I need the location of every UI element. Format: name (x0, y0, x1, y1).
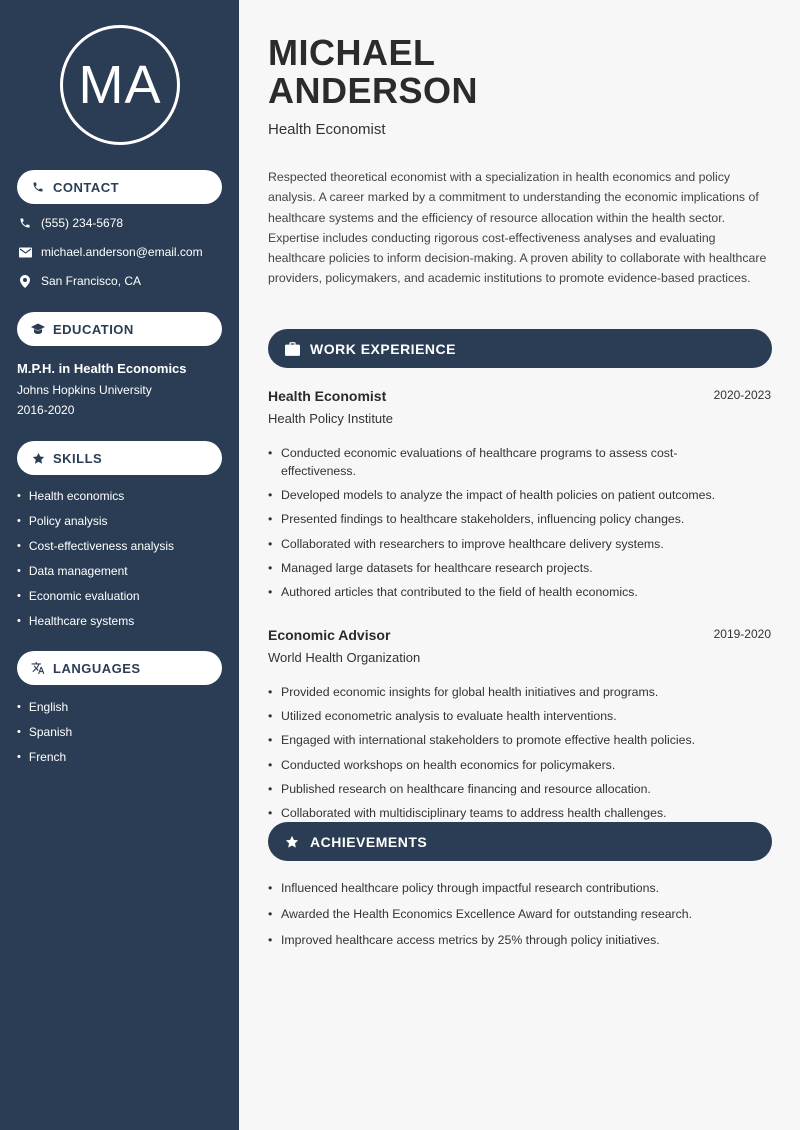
list-item: • Improved healthcare access metrics by 25% through policy initiatives. (268, 931, 772, 949)
list-item: • Provided economic insights for global health initiatives and programs. (268, 683, 772, 701)
list-item: • Healthcare systems (17, 608, 174, 633)
list-item: • Conducted economic evaluations of healthcare programs to assess cost-effectiveness. (268, 444, 718, 480)
list-item: • Awarded the Health Economics Excellence Award for outstanding research. (268, 905, 772, 923)
graduation-cap-icon (31, 322, 45, 336)
languages-list (17, 694, 72, 769)
list-item: • French (17, 744, 72, 769)
monogram-avatar: MA (60, 25, 180, 145)
education-heading (17, 312, 222, 346)
translate-icon (31, 661, 45, 675)
skills-heading-label: SKILLS (53, 450, 103, 466)
contact-phone (17, 216, 123, 230)
list-item: • Cost-effectiveness analysis (17, 533, 174, 558)
list-item: • Published research on healthcare financing and resource allocation. (268, 780, 772, 798)
phone-icon (17, 217, 33, 229)
list-item: • Engaged with international stakeholders to promote effective health policies. (268, 731, 772, 749)
map-pin-icon (17, 275, 33, 288)
achievements-heading-label: ACHIEVEMENTS (310, 833, 428, 850)
job-2-dates: 2019-2020 (713, 627, 771, 641)
education-heading-label: EDUCATION (53, 321, 134, 337)
job-2-bullets (268, 683, 772, 828)
list-item: • Influenced healthcare policy through impactful research contributions. (268, 879, 772, 897)
list-item: • Collaborated with researchers to improve healthcare delivery systems. (268, 535, 718, 553)
contact-heading (17, 170, 222, 204)
list-item: • Conducted workshops on health economics for policymakers. (268, 756, 772, 774)
name-last: ANDERSON (268, 70, 479, 111)
list-item: • English (17, 694, 72, 719)
job-1-dates: 2020-2023 (713, 388, 771, 402)
contact-location (17, 274, 141, 288)
list-item: • Developed models to analyze the impact of health policies on patient outcomes. (268, 486, 718, 504)
mail-icon (17, 247, 33, 258)
sidebar (0, 0, 239, 1130)
languages-heading-label: LANGUAGES (53, 660, 141, 676)
achievements-heading (268, 822, 772, 861)
list-item: • Health economics (17, 483, 174, 508)
skills-heading (17, 441, 222, 475)
school: Johns Hopkins University (17, 383, 152, 397)
job-2-title: Economic Advisor (268, 627, 391, 643)
work-experience-heading-label: WORK EXPERIENCE (310, 340, 456, 357)
job-1-bullets (268, 444, 718, 607)
languages-heading (17, 651, 222, 685)
list-item: • Economic evaluation (17, 583, 174, 608)
job-1-title: Health Economist (268, 388, 387, 404)
list-item: • Spanish (17, 719, 72, 744)
skills-list (17, 483, 174, 633)
star-icon (284, 834, 300, 850)
list-item: • Authored articles that contributed to the field of health economics. (268, 583, 718, 601)
achievements-list (268, 879, 772, 957)
list-item: • Data management (17, 558, 174, 583)
phone-text: (555) 234-5678 (41, 216, 124, 230)
degree: M.P.H. in Health Economics (17, 361, 187, 376)
job-1-organization: Health Policy Institute (268, 411, 394, 426)
summary-paragraph: Respected theoretical economist with a specialization in health economics and policy analysis. A career marked by a commitment to understanding the economic implications of healthcare systems and the efficiency of resource allocation within the health sector. Expertise includes conducting rigorous cost-effectiveness analyses and evaluating healthcare policies to inform decision-making. A proven ability to collaborate with healthcare providers, policymakers, and academic institutions to promote evidence-based practices. (268, 170, 767, 286)
list-item: • Managed large datasets for healthcare research projects. (268, 559, 718, 577)
list-item: • Policy analysis (17, 508, 174, 533)
briefcase-icon (284, 341, 300, 357)
contact-heading-label: CONTACT (53, 179, 120, 195)
star-icon (31, 451, 45, 465)
list-item: • Collaborated with multidisciplinary teams to address health challenges. (268, 804, 772, 822)
work-experience-heading (268, 329, 772, 368)
list-item: • Presented findings to healthcare stakeholders, influencing policy changes. (268, 510, 718, 528)
contact-email (17, 245, 203, 259)
email-text: michael.anderson@email.com (41, 245, 203, 259)
location-text: San Francisco, CA (41, 274, 142, 288)
list-item: • Utilized econometric analysis to evaluate health interventions. (268, 707, 772, 725)
education-years: 2016-2020 (17, 403, 75, 417)
phone-icon (31, 180, 45, 194)
candidate-name (268, 34, 478, 110)
job-2-organization: World Health Organization (268, 650, 421, 665)
name-first: MICHAEL (268, 32, 436, 73)
job-title-headline: Health Economist (268, 121, 386, 138)
